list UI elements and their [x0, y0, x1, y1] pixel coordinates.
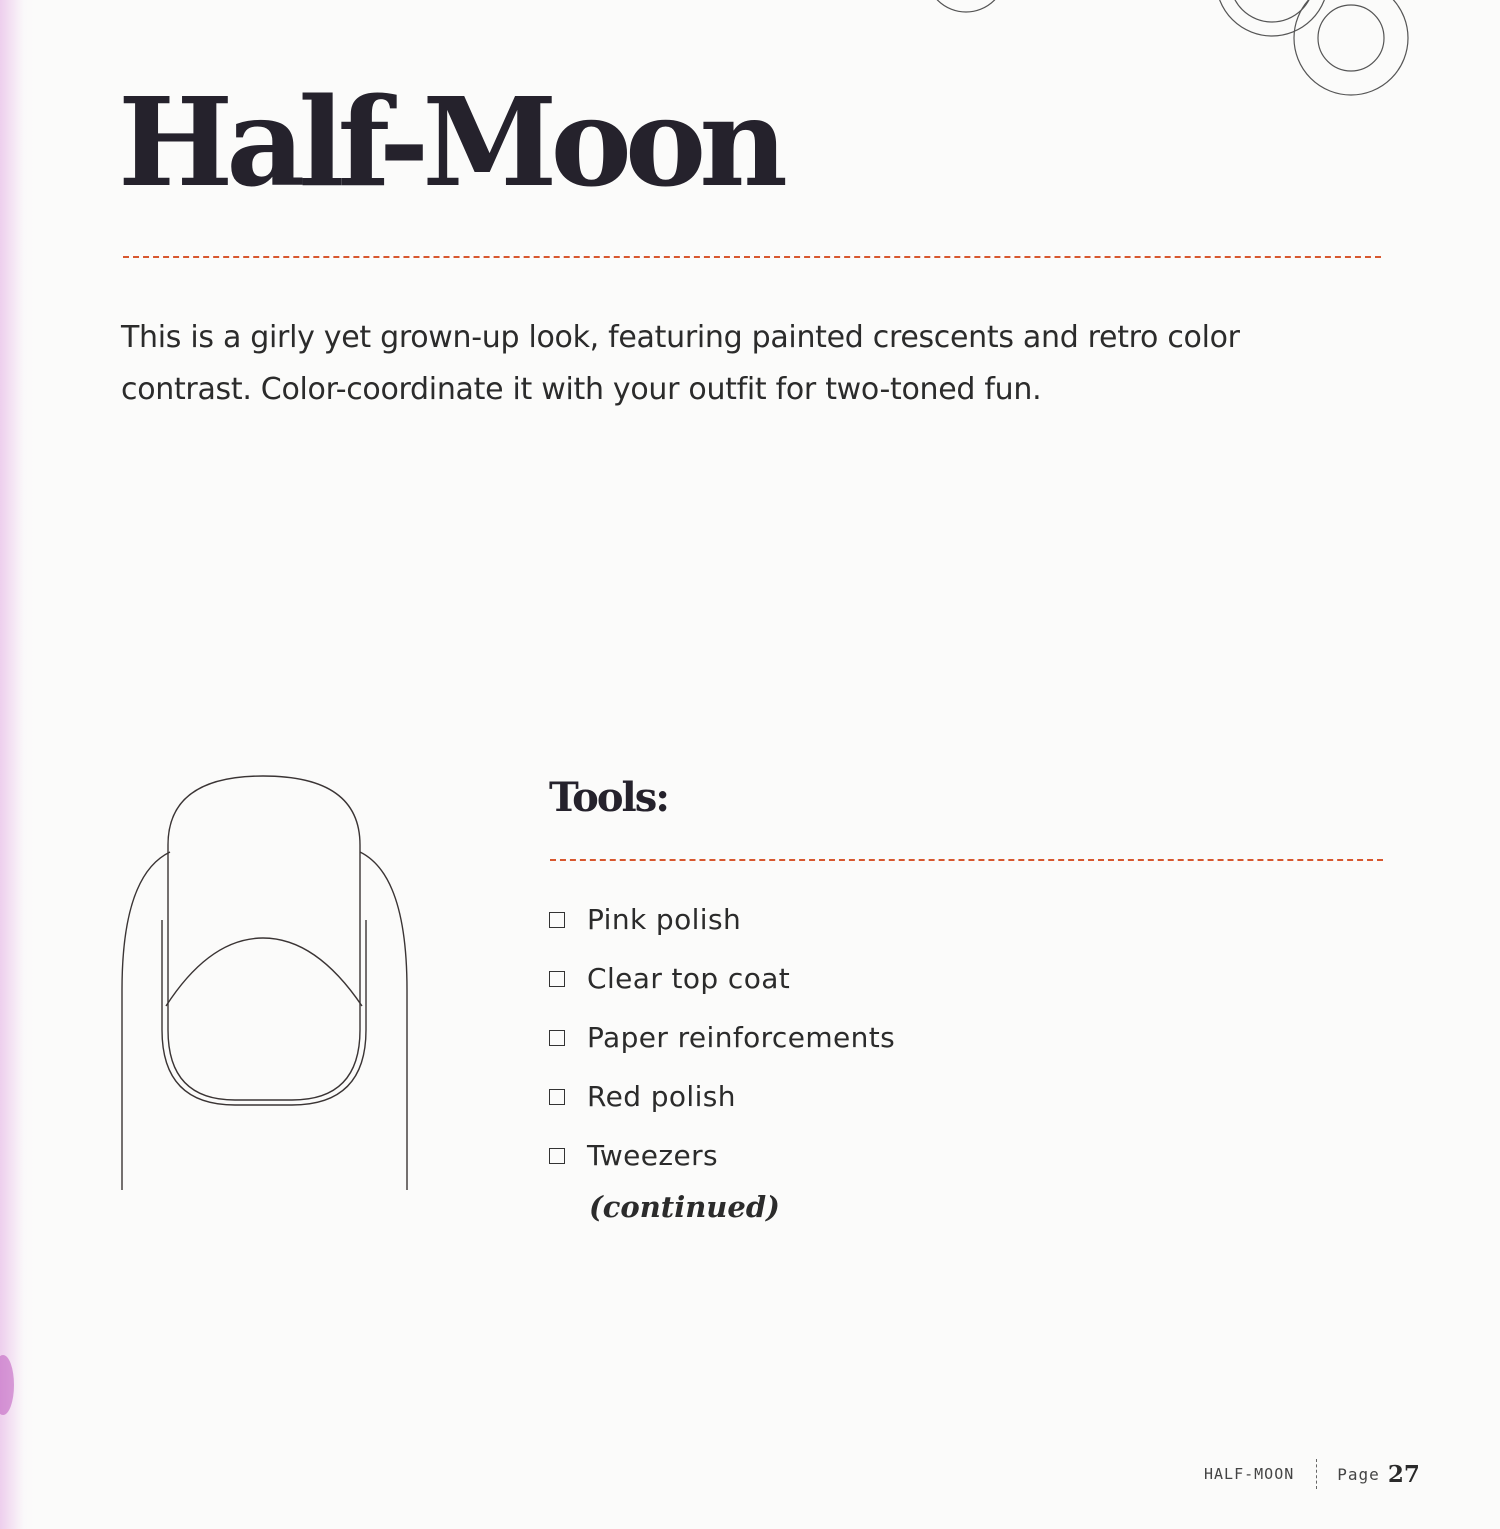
- tool-label: Red polish: [587, 1080, 736, 1113]
- decorative-circle: [1294, 0, 1408, 95]
- intro-paragraph: This is a girly yet grown-up look, featuring painted crescents and retro color contrast. Color-coordinate it with your outfit for two-toned fun.: [121, 320, 1240, 407]
- tool-item[interactable]: [549, 1067, 895, 1126]
- tool-label: Clear top coat: [587, 962, 791, 995]
- footer-separator: [1316, 1459, 1317, 1489]
- finger-outline: [122, 852, 170, 1190]
- page-footer: [1204, 1456, 1420, 1492]
- continued-note: (continued): [589, 1190, 780, 1224]
- page-edge-tint: [0, 0, 34, 1529]
- decorative-circle: [926, 0, 1006, 12]
- tool-item[interactable]: [549, 949, 895, 1008]
- decorative-circle: [1216, 0, 1328, 36]
- checkbox[interactable]: [549, 971, 565, 987]
- page-title: Half-Moon: [118, 70, 781, 214]
- tools-list: [549, 890, 895, 1185]
- nail-outline: [162, 920, 366, 1105]
- decorative-circle: [1318, 5, 1384, 71]
- tool-label: Paper reinforcements: [587, 1021, 896, 1054]
- checkbox[interactable]: [549, 1148, 565, 1164]
- half-moon-crescent: [166, 938, 362, 1006]
- page-number: 27: [1387, 1460, 1420, 1488]
- tool-item[interactable]: [549, 1008, 895, 1067]
- tool-item[interactable]: [549, 1126, 895, 1185]
- tools-divider: [550, 859, 1383, 861]
- finger-outline: [360, 852, 407, 1190]
- footer-page-label: Page: [1337, 1464, 1380, 1484]
- checkbox[interactable]: [549, 1089, 565, 1105]
- footer-section-name: HALF-MOON: [1204, 1465, 1295, 1483]
- tool-item[interactable]: [549, 890, 895, 949]
- checkbox[interactable]: [549, 912, 565, 928]
- nail-outline: [168, 776, 360, 1010]
- tool-label: Tweezers: [587, 1139, 719, 1172]
- tools-heading: Tools:: [549, 774, 669, 821]
- nail-illustration: [110, 760, 420, 1200]
- checkbox[interactable]: [549, 1030, 565, 1046]
- title-divider: [123, 256, 1381, 258]
- nail-tip-shadow: [168, 1010, 360, 1100]
- tool-label: Pink polish: [587, 903, 742, 936]
